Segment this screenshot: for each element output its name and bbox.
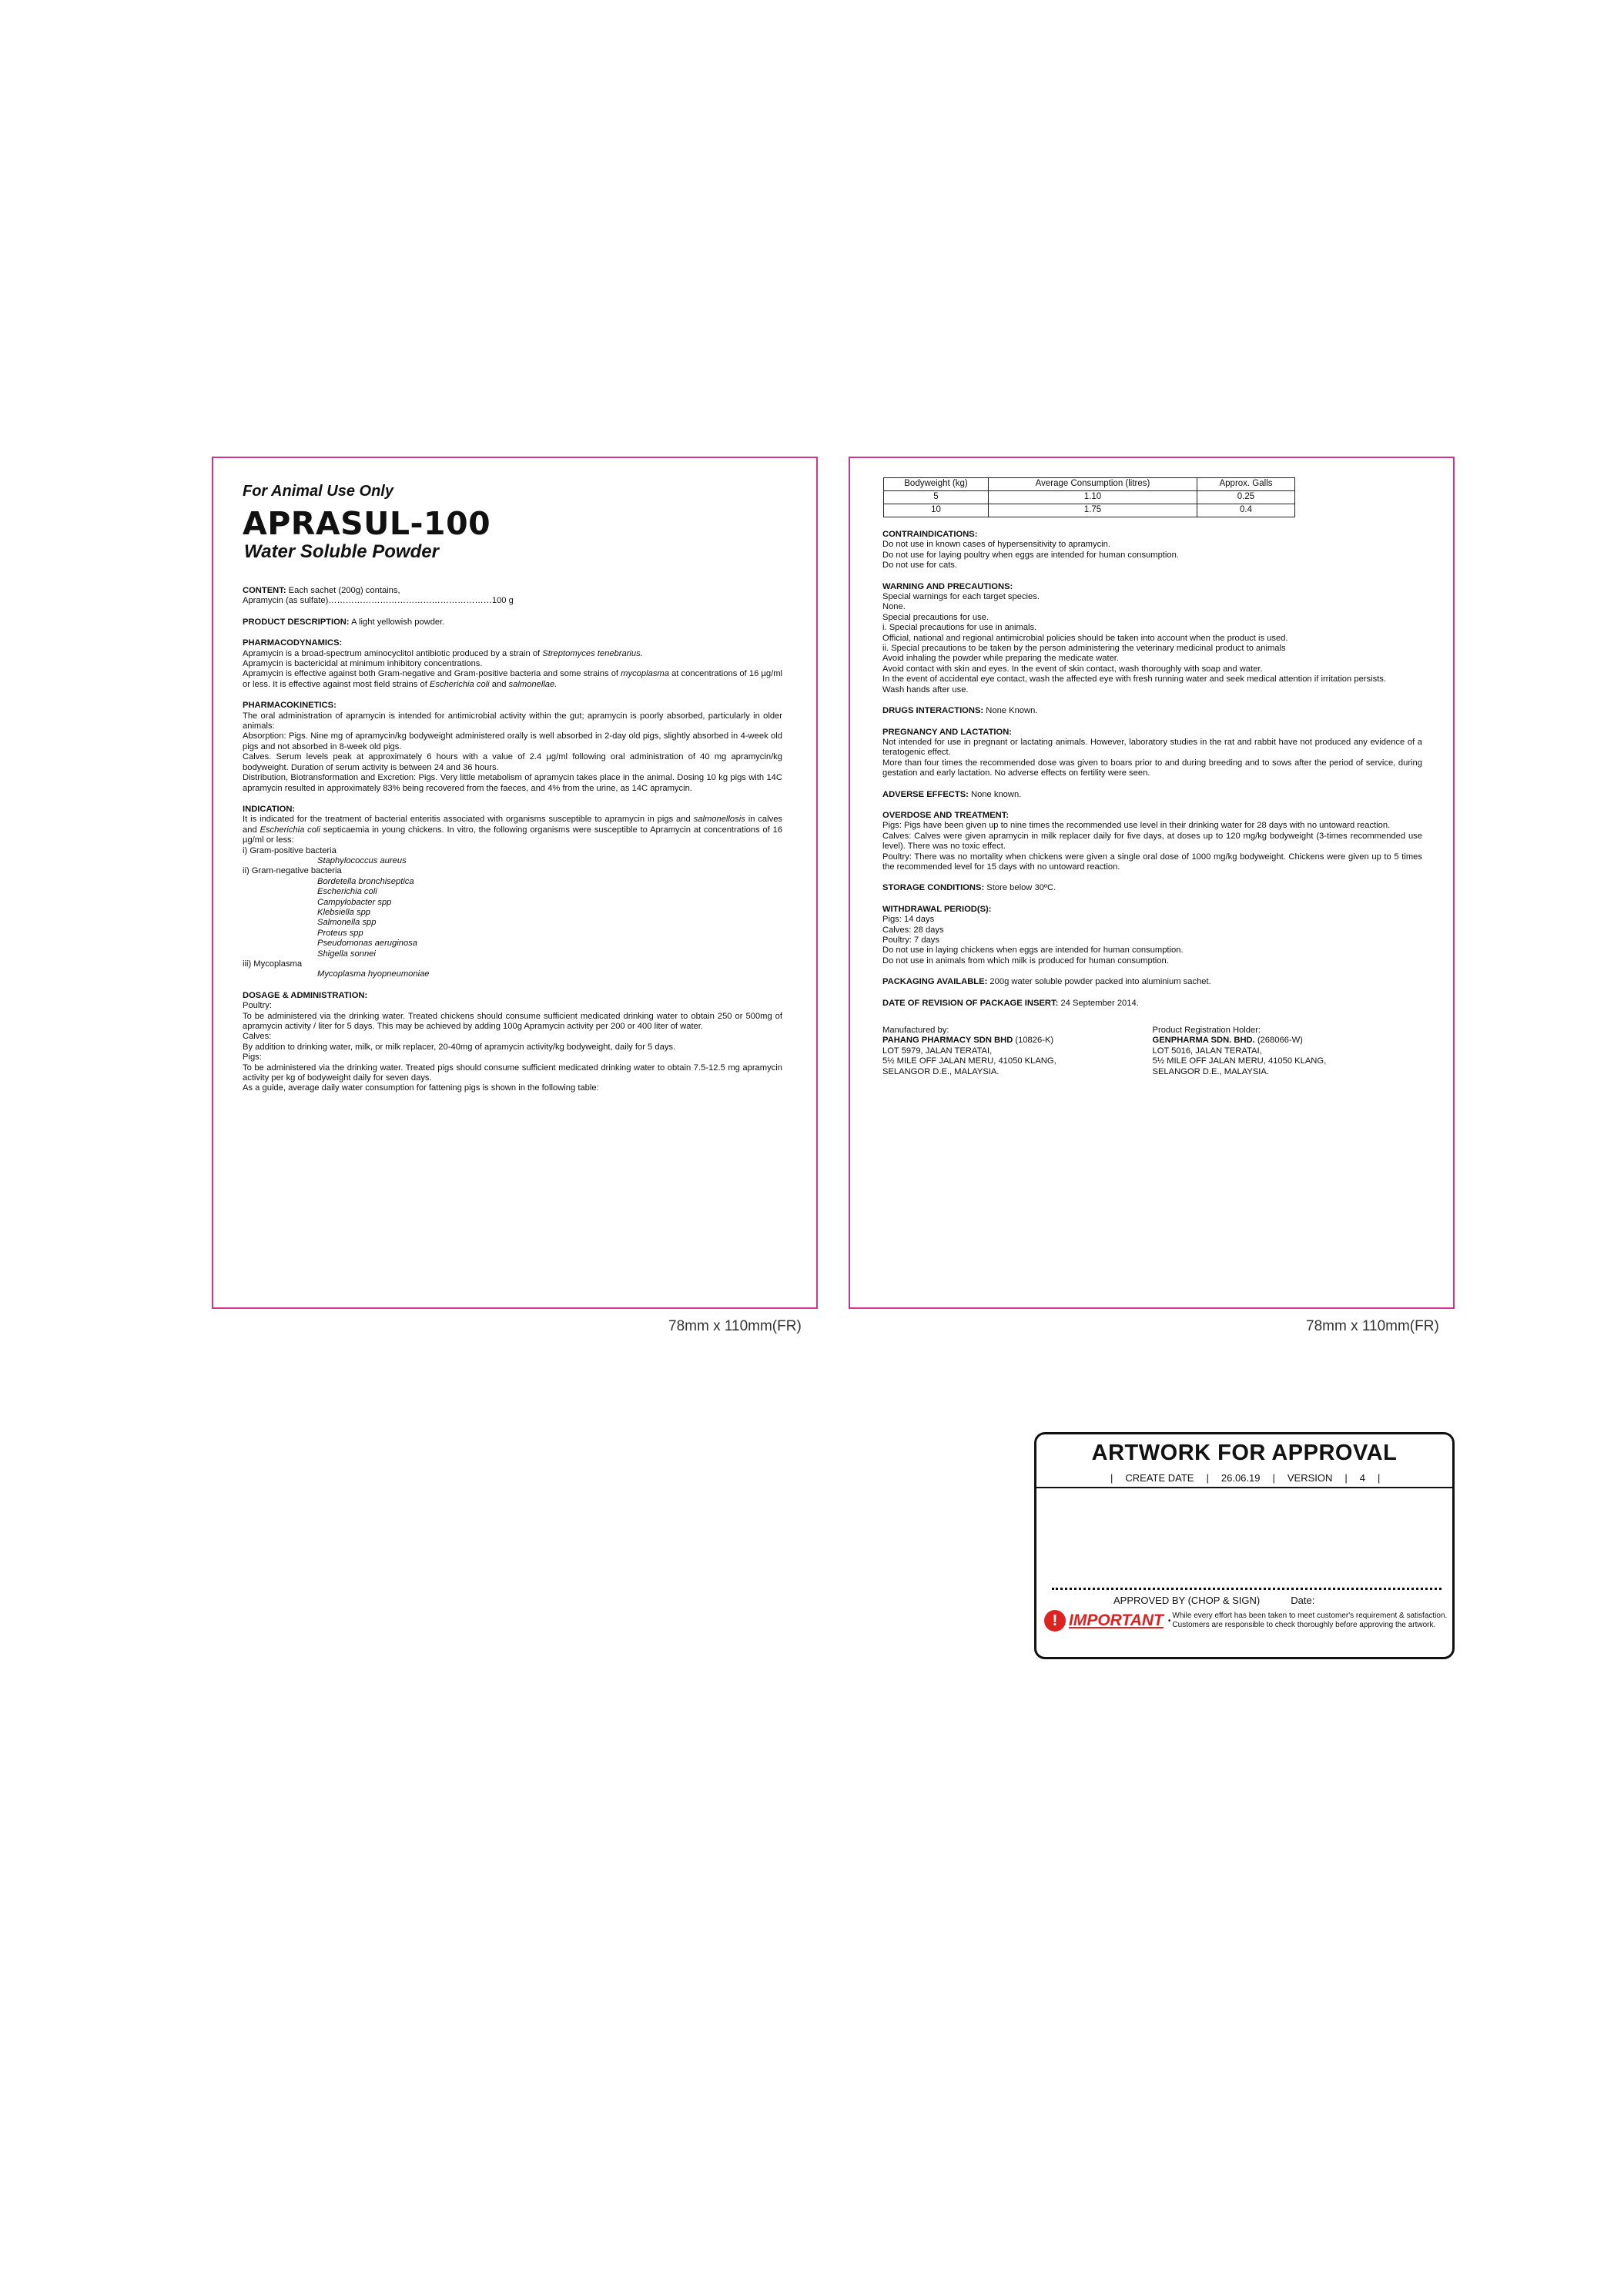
ind-organism: salmonellosis [693,815,745,825]
revision-heading: DATE OF REVISION OF PACKAGE INSERT: [882,998,1059,1008]
storage-section [882,883,1422,893]
dosage-section [243,991,782,1094]
dosage-text: As a guide, average daily water consumption for fattening pigs is shown in the following table: [243,1083,599,1093]
revision-section [882,999,1422,1009]
approved-label: APPROVED BY (CHOP & SIGN) [1113,1595,1261,1606]
pregnancy-section [882,728,1422,779]
ind-organism: Escherichia coli [260,825,320,835]
approved-row [1113,1595,1314,1606]
manufacturer-reg: (10826-K) [1015,1036,1054,1046]
date-label: Date: [1291,1595,1315,1606]
left-content [243,481,782,1094]
pd-text: and [491,679,507,689]
description-section [243,618,782,628]
drug-interactions-heading: DRUGS INTERACTIONS: [882,706,984,716]
overdose-text: Calves: Calves were given apramycin in milk replacer daily for five days, at doses up to 120 mg/kg bodyweight (3-times recommended use level). There was no toxic effect. [882,831,1422,852]
pd-organism: salmonellae. [508,679,558,689]
warnings-section [882,582,1422,695]
right-content [882,477,1422,1077]
ind-text: in calves and [243,815,783,835]
adverse-effects-section [882,790,1422,800]
warning-text: In the event of accidental eye contact, wash the affected eye with fresh running water and seek medical attention if irritation persists. [882,674,1387,684]
withdrawal-text: Do not use in laying chickens when eggs are intended for human consumption. [882,946,1184,956]
content-section [243,586,782,607]
gram-negative-label: ii) Gram-negative bacteria [243,866,342,876]
indication-section [243,805,782,980]
warning-text: Avoid inhaling the powder while preparing the medicate water. [882,654,1120,664]
description-text: A light yellowish powder. [351,617,445,627]
important-notice [1044,1610,1457,1632]
withdrawal-heading: WITHDRAWAL PERIOD(S): [882,904,992,914]
organism-item: Shigella sonnei [317,949,376,959]
registration-holder-block [1153,1026,1423,1077]
pd-text: Apramycin is effective against both Gram-negative and Gram-positive bacteria and some strains of [243,669,619,679]
pregnancy-heading: PREGNANCY AND LACTATION: [882,727,1013,737]
withdrawal-text: Poultry: 7 days [882,935,939,945]
storage-heading: STORAGE CONDITIONS: [882,883,985,893]
organism-item: Proteus spp [317,928,363,938]
dosage-text: Calves: [243,1032,272,1042]
organism-item: Salmonella spp [317,918,377,928]
overdose-text: Pigs: Pigs have been given up to nine times the recommended use level in their drinking water for 28 days with no untoward reaction. [882,821,1391,831]
organism-item: Staphylococcus aureus [317,855,407,865]
warning-text: Special warnings for each target species. [882,592,1040,602]
warning-text: ii. Special precautions to be taken by the person administering the veterinary medicinal product to animals [882,644,1286,654]
registration-holder-address: SELANGOR D.E., MALAYSIA. [1152,1066,1269,1076]
dosage-text: By addition to drinking water, milk, or milk replacer, 20-40mg of apramycin activity/kg bodyweight, daily for 5 days. [243,1042,676,1052]
registration-holder-address: 5½ MILE OFF JALAN MERU, 41050 KLANG, [1152,1056,1327,1066]
manufacturer-address: SELANGOR D.E., MALAYSIA. [882,1066,1000,1076]
organism-item: Klebsiella spp [317,907,371,917]
pharmacodynamics-heading: PHARMACODYNAMICS: [243,638,343,648]
right-dimension-label: 78mm x 110mm(FR) [1306,1318,1439,1334]
warning-text: Special precautions for use. [882,612,989,622]
pd-text: at concentrations of 16 µg/ml or less. It is effective against most field strains of [243,669,782,689]
kicker: For Animal Use Only [243,483,393,500]
gram-positive-label: i) Gram-positive bacteria [243,845,337,855]
pd-text: Apramycin is bactericidal at minimum inhibitory concentrations. [243,659,483,669]
divider [1036,1487,1452,1488]
dosage-text: To be administered via the drinking water. Treated pigs should consume sufficient medicated drinking water to obtain 7.5-12.5 mg apramycin activity per kg of bodyweight daily for seven days. [243,1063,782,1083]
organism-item: Pseudomonas aeruginosa [317,939,417,949]
contraindication-text: Do not use in known cases of hypersensitivity to apramycin. [882,540,1110,550]
contraindications-heading: CONTRAINDICATIONS: [882,530,978,539]
product-subtitle: Water Soluble Powder [244,541,439,562]
withdrawal-text: Calves: 28 days [882,925,944,935]
right-panel [849,457,1455,1309]
organism-item: Escherichia coli [317,887,377,897]
pd-organism: mycoplasma [621,669,669,679]
dosage-heading: DOSAGE & ADMINISTRATION: [243,990,368,1000]
warning-text: Wash hands after use. [882,684,969,694]
pk-text: Calves. Serum levels peak at approximately 6 hours with a value of 2.4 µg/ml following oral administration of 40 mg apramycin/kg bodyweight. Duration of serum activity is between 24 and 36 hours. [243,752,782,772]
pharmacokinetics-heading: PHARMACOKINETICS: [243,701,337,711]
ind-text: It is indicated for the treatment of bacterial enteritis associated with organisms susceptible to apramycin in pigs and [243,815,691,825]
pd-text: Apramycin is a broad-spectrum aminocyclitol antibiotic produced by a strain of [243,648,541,658]
important-label: IMPORTANT [1069,1612,1164,1629]
contraindications-section [882,530,1422,571]
table-row [884,504,1295,517]
pd-organism: Escherichia coli [429,679,490,689]
warning-text: i. Special precautions for use in animals. [882,623,1037,633]
storage-text: Store below 30ºC. [986,883,1056,893]
pk-text: Absorption: Pigs. Nine mg of apramycin/kg bodyweight administered orally is well absorbed in 2-day old pigs, slightly absorbed in 4-week old pigs and not absorbed in 8-week old pigs. [243,731,782,751]
warning-text: None. [882,602,906,612]
table-cell: 5 [884,491,989,504]
dosage-text: Pigs: [243,1053,262,1063]
pregnancy-text: More than four times the recommended dose was given to boars prior to and during breeding and to sows after the period of service, during gestation and early lactation. No adverse effects on fertility were seen. [882,758,1422,778]
warning-text: Official, national and regional antimicrobial policies should be taken into account when the product is used. [882,633,1288,643]
content-heading: CONTENT: [243,586,286,595]
product-name: APRASUL-100 [243,505,491,542]
table-header: Average Consumption (litres) [989,478,1197,491]
registration-holder-address: LOT 5016, JALAN TERATAI, [1152,1046,1262,1056]
withdrawal-text: Pigs: 14 days [882,915,935,925]
mycoplasma-label: iii) Mycoplasma [243,959,303,969]
organism-item: Campylobacter spp [317,897,392,907]
table-row [884,491,1295,504]
overdose-section [882,811,1422,872]
contraindication-text: Do not use for laying poultry when eggs are intended for human consumption. [882,550,1179,560]
artwork-approval-stamp [1034,1432,1455,1659]
registration-holder-label: Product Registration Holder: [1152,1026,1261,1036]
adverse-effects-text: None known. [971,789,1022,799]
pk-text: The oral administration of apramycin is intended for antimicrobial activity within the gut; apramycin is poorly absorbed, particularly in older animals: [243,711,782,731]
overdose-text: Poultry: There was no mortality when chickens were given a single oral dose of 1000 mg/kg bodyweight. Chickens were given up to 5 times the recommended level for 15 days with no untoward reaction. [882,852,1422,872]
indication-heading: INDICATION: [243,804,296,814]
drug-interactions-section [882,706,1422,716]
version-value: 4 [1359,1472,1366,1484]
description-heading: PRODUCT DESCRIPTION: [243,617,350,627]
table-header-row [884,478,1295,491]
table-header: Approx. Galls [1197,478,1295,491]
version-label: VERSION [1287,1472,1333,1484]
pharmacodynamics-section [243,638,782,690]
content-line: Apramycin (as sulfate)…………………………………………………100 g [243,596,514,606]
contraindication-text: Do not use for cats. [882,561,958,571]
ind-text: septicaemia in young chickens. In vitro, the following organisms were susceptible to Apramycin at concentrations of 16 µg/ml or less: [243,825,782,845]
pk-text: Distribution, Biotransformation and Excretion: Pigs. Very little metabolism of apramycin takes place in the animal. Dosing 10 kg pigs with 14C apramycin resulted in approximately 83% being recovered from the faeces, and 4% from the urine, as 14C apramycin. [243,773,782,793]
alert-icon: ! [1044,1610,1066,1632]
table-cell: 1.75 [989,504,1197,517]
registration-holder-name: GENPHARMA SDN. BHD. [1152,1036,1255,1046]
dosage-text: To be administered via the drinking water. Treated chickens should consume sufficient medicated drinking water to obtain 250 or 500mg of apramycin activity / liter for 5 days. This may be achieved by adding 100g Apramycin activity per 200 or 400 liter of water. [243,1011,782,1032]
pregnancy-text: Not intended for use in pregnant or lactating animals. However, laboratory studies in the rat and rabbit have not produced any evidence of a teratogenic effect. [882,737,1422,758]
content-text: Each sachet (200g) contains, [288,586,400,595]
manufacturer-label: Manufactured by: [882,1026,949,1036]
create-date-row: | CREATE DATE | 26.06.19 | VERSION | 4 | [1110,1472,1381,1484]
organism-item: Mycoplasma hyopneumoniae [317,969,430,979]
warnings-heading: WARNING AND PRECAUTIONS: [882,581,1013,591]
organism-item: Bordetella bronchiseptica [317,876,414,886]
drug-interactions-text: None Known. [986,706,1038,716]
pharmacokinetics-section [243,701,782,794]
left-panel [212,457,818,1309]
withdrawal-text: Do not use in animals from which milk is produced for human consumption. [882,956,1169,966]
signature-line [1052,1588,1442,1590]
overdose-heading: OVERDOSE AND TREATMENT: [882,810,1010,820]
registration-holder-reg: (268066-W) [1257,1036,1303,1046]
packaging-section [882,977,1422,987]
important-note: While every effort has been taken to meet customer's requirement & satisfaction. Customers are responsible to check thoroughly before approving the artwork. [1172,1612,1448,1629]
table-cell: 0.4 [1197,504,1295,517]
manufacturer-address: LOT 5979, JALAN TERATAI, [882,1046,993,1056]
packaging-text: 200g water soluble powder packed into aluminium sachet. [989,977,1211,987]
pd-organism: Streptomyces tenebrarius. [542,648,643,658]
table-cell: 1.10 [989,491,1197,504]
manufacturer-block [882,1026,1153,1077]
table-cell: 10 [884,504,989,517]
create-date-value: 26.06.19 [1221,1472,1261,1484]
revision-text: 24 September 2014. [1060,998,1139,1008]
dosage-text: Poultry: [243,1001,272,1011]
bullet-icon: • [1167,1616,1171,1625]
manufacturer-name: PAHANG PHARMACY SDN BHD [882,1036,1013,1046]
company-columns [882,1026,1422,1077]
create-date-label: CREATE DATE [1125,1472,1194,1484]
manufacturer-address: 5½ MILE OFF JALAN MERU, 41050 KLANG, [882,1056,1056,1066]
packaging-heading: PACKAGING AVAILABLE: [882,977,988,987]
approval-title: ARTWORK FOR APPROVAL [1091,1441,1398,1465]
water-consumption-table [883,477,1295,517]
withdrawal-section [882,905,1422,966]
warning-text: Avoid contact with skin and eyes. In the event of skin contact, wash thoroughly with soap and water. [882,664,1263,674]
table-header: Bodyweight (kg) [884,478,989,491]
table-cell: 0.25 [1197,491,1295,504]
left-dimension-label: 78mm x 110mm(FR) [668,1318,802,1334]
adverse-effects-heading: ADVERSE EFFECTS: [882,789,969,799]
